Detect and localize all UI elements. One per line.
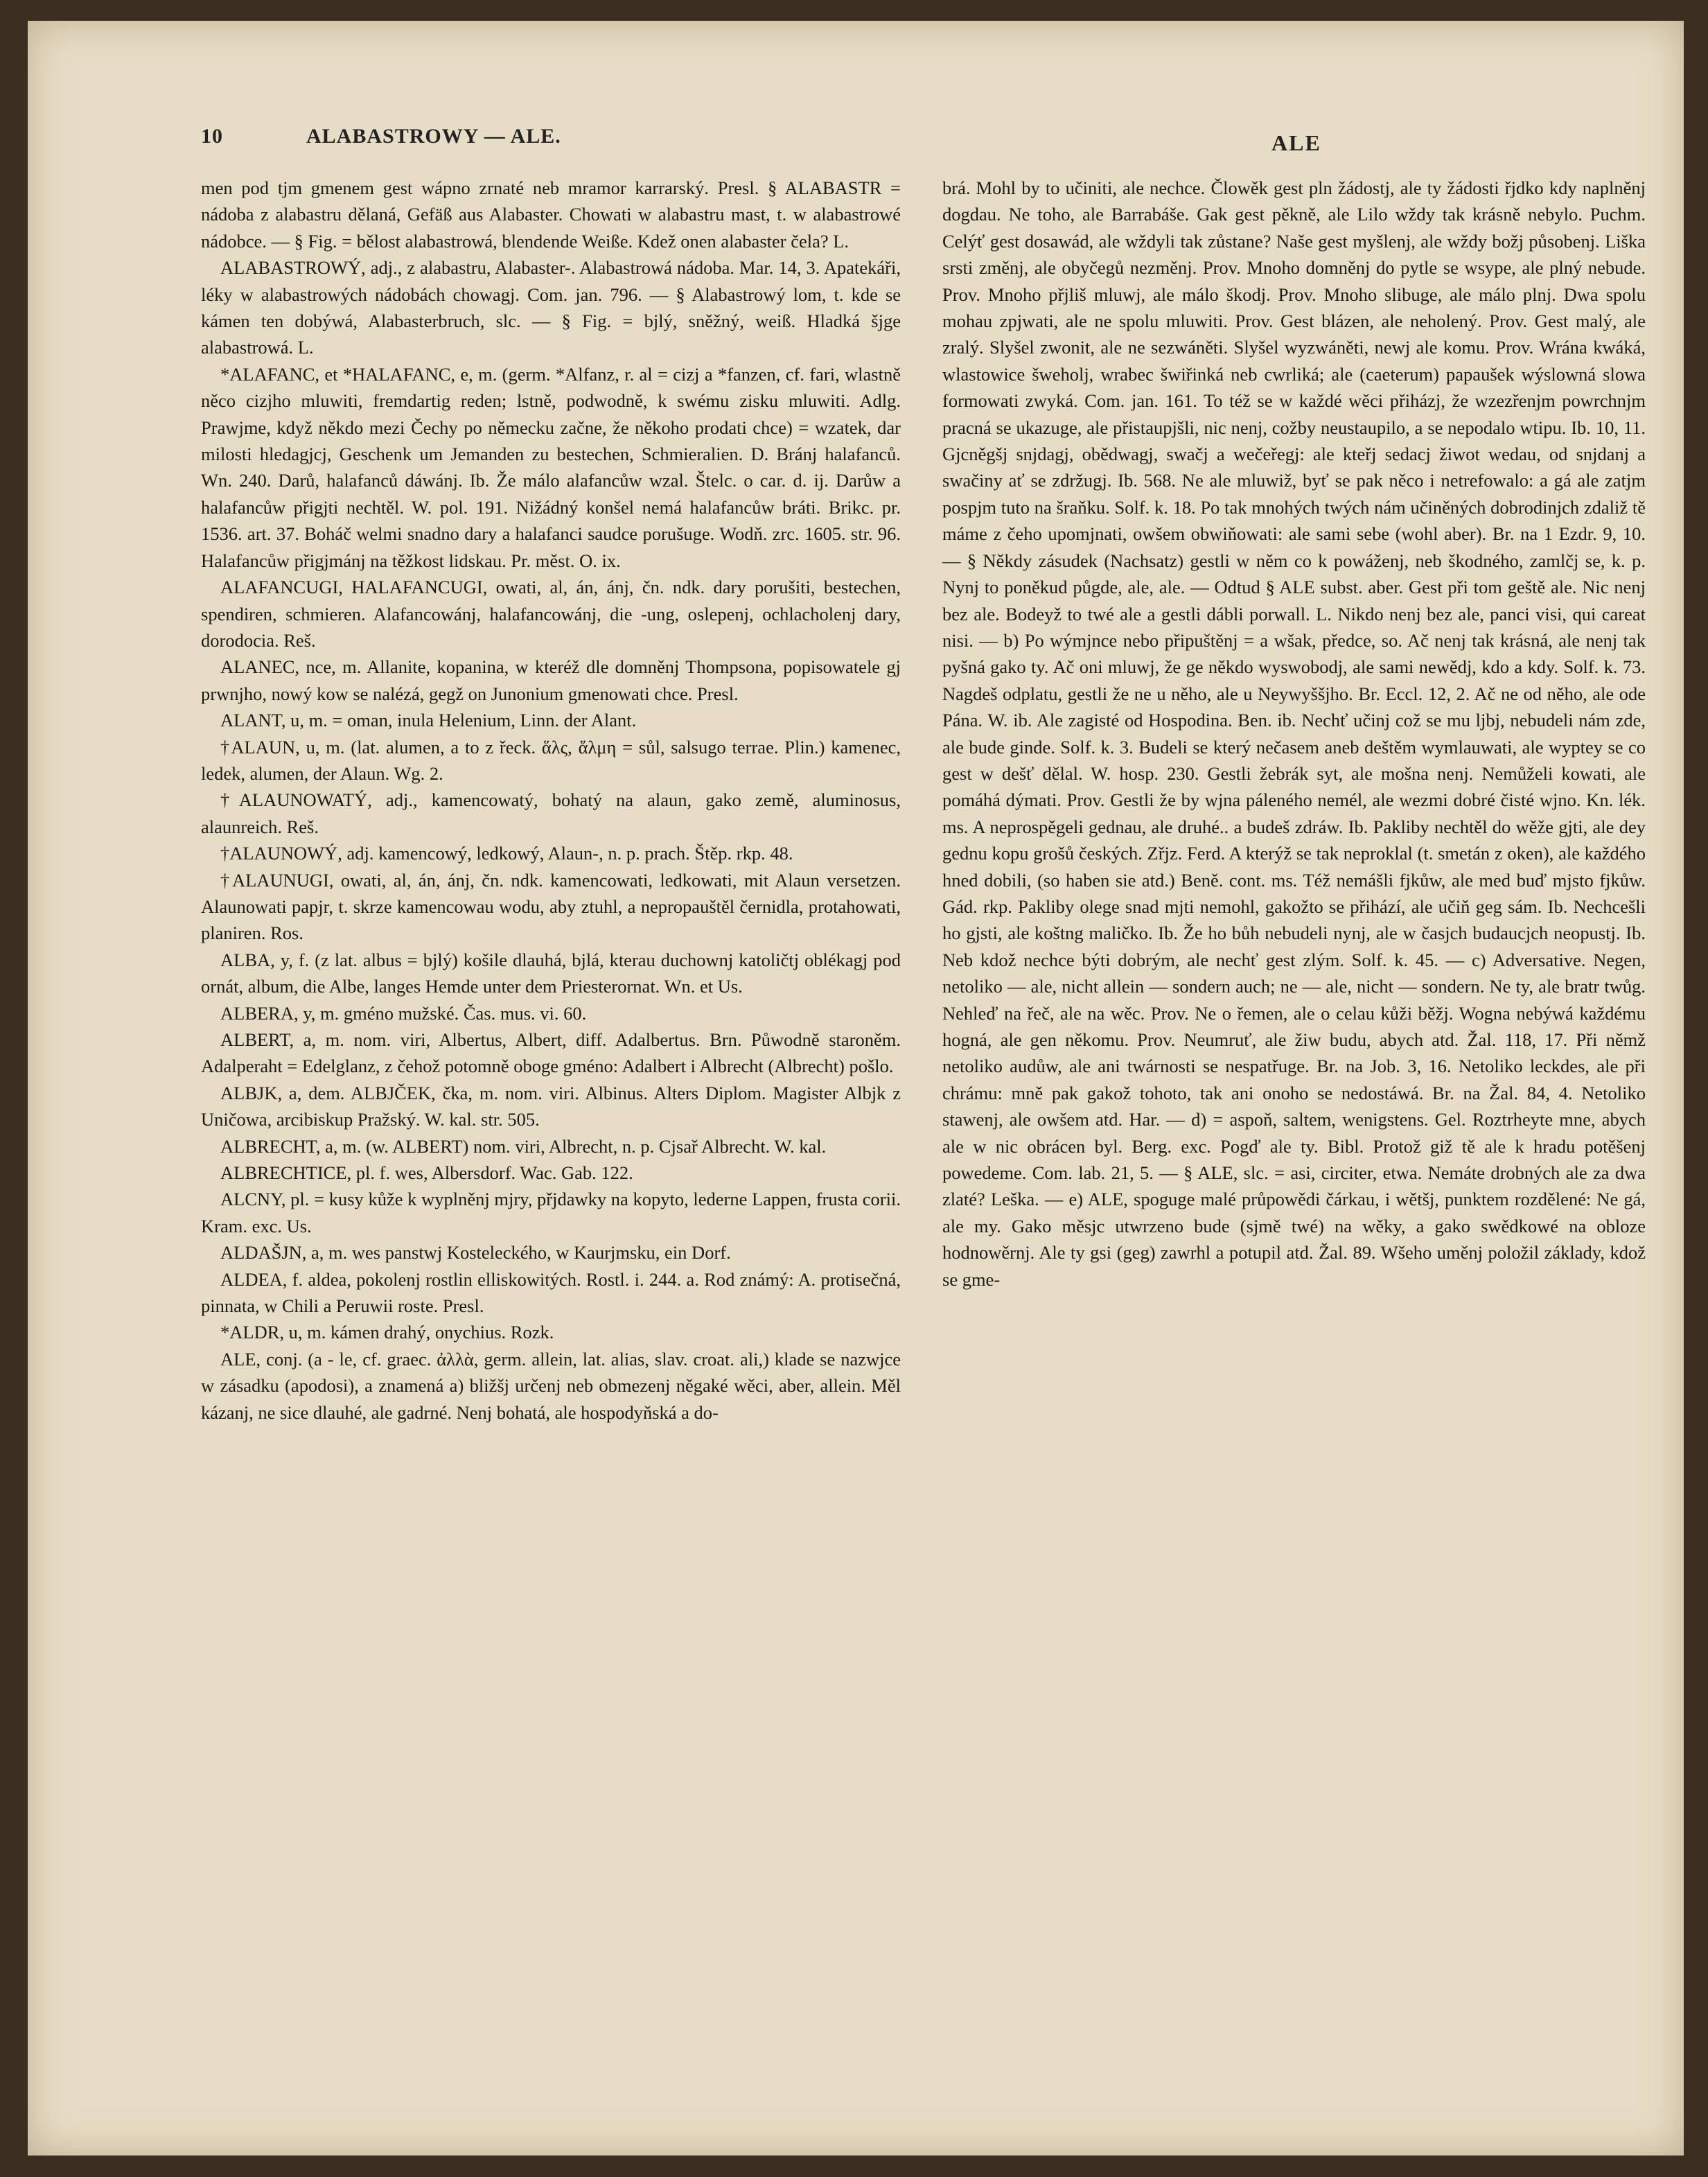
entry-alaunowaty: †ALAUNOWATÝ, adj., kamencowatý, bohatý na alaun, gako země, aluminosus, alaunreich. Reš. — [201, 789, 901, 837]
entry-alba: ALBA, y, f. (z lat. albus = bjlý) košile dlauhá, bjlá, kterau duchownj katoličtj oblékagj pod ornát, album, die Albe, langes Hemde unter dem Priesterornat. Wn. et Us. — [201, 949, 901, 997]
entry-alaun: †ALAUN, u, m. (lat. alumen, a to z řeck. ἅλς, ἅλμη = sůl, salsugo terrae. Plin.) kamenec, ledek, alumen, der Alaun. Wg. 2. — [201, 736, 901, 784]
entry-albjk: ALBJK, a, dem. ALBJČEK, čka, m. nom. viri. Albinus. Alters Diplom. Magister Albjk z Uničowa, arcibiskup Pražský. W. kal. str. 505. — [201, 1082, 901, 1130]
entry-albrechtice: ALBRECHTICE, pl. f. wes, Albersdorf. Wac. Gab. 122. — [220, 1162, 633, 1184]
dictionary-page — [28, 21, 1684, 2156]
entry-albrecht: ALBRECHT, a, m. (w. ALBERT) nom. viri, Albrecht, n. p. Cjsař Albrecht. W. kal. — [220, 1135, 827, 1157]
entry-alcny: ALCNY, pl. = kusy kůže k wyplněnj mjry, přjdawky na kopyto, lederne Lappen, frusta corii. Kram. exc. Us. — [201, 1189, 901, 1236]
entry-continuation: men pod tjm gmenem gest wápno zrnaté neb mramor karrarský. Presl. § ALABASTR = nádoba z alabastru dělaná, Gefäß aus Alabaster. Chowati w alabastru mast, t. w alabastrowé nádobce. — § Fig. = bělost alabastrowá, blendende Weiße. Kdež onen alabaster čela? L. — [201, 177, 901, 252]
entry-ale-continuation: brá. Mohl by to učiniti, ale nechce. Člowěk gest pln žádostj, ale ty žádosti řjdko kdy naplněnj dogdau. Ne toho, ale Barrabáše. Gak gest pěkně, ale Lilo wždy tak krásně nebylo. Puchm. Celýť gest dosawád, ale wždyli tak zůstane? Naše gest myšlenj, ale wždy božj působenj. Liška srsti změnj, ale obyčegů nezměnj. Prov. Mnoho domněnj do pytle se wsype, ale plný nebude. Prov. Mnoho přjliš mluwj, ale málo škodj. Prov. Mnoho slibuge, ale málo plnj. Dwa spolu mohau zpjwati, ale ne spolu mluwiti. Prov. Gest blázen, ale neholený. Prov. Gest malý, ale zralý. Slyšel zwonit, ale ne sezwáněti. Slyšel wyzwáněti, newj ale komu. Prov. Wrána kwáká, wlastowice šweholj, wrabec šwiřinká neb cwrliká; ale (caeterum) papaušek wýslowná slowa formowati zwyká. Com. jan. 161. To též se w každé wěci přiházj, že wzezřenjm powrchnjm pracná se ukazuge, ale přistaupjšli, nic nenj, cožby neustaupilo, a se nepodalo wtipu. Ib. 10, 11. Gjcněgšj snjdagj, obědwagj, swačj a wečeřegj: ale kteřj sedacj žiwot wedau, od snjdanj a swačiny ať se zdržugj. Ib. 568. Ne ale mluwiž, byť se pak něco i netrefowalo: a gá ale zatjm pospjm tuto na šraňku. Solf. k. 18. Po tak mnohých twých nám učiněných dobrodinjch zdaliž tě máme z čeho upomjnati, owšem obwiňowati: ale sami sebe (wohl aber). Br. na 1 Ezdr. 9, 10. — § Někdy zásudek (Nachsatz) gestli w něm co k powáženj, neb škodného, zamlčj se, k. p. Nynj to poněkud půgde, ale, ale. — Odtud § ALE subst. aber. Gest při tom geště ale. Nic nenj bez ale. Bodeyž to twé ale a gestli dábli porwall. L. Nikdo nenj bez ale, panci visi, qui careat nisi. — b) Po wýmjnce nebo připuštěnj = a wšak, předce, so. Ač nenj tak krásná, ale nenj tak pyšná gako ty. Ač oni mluwj, že ge někdo wyswobodj, ale sami newědj, kdo a kdy. Solf. k. 73. Nagdeš odplatu, gestli že ne u něho, ale u Neywyššjho. Br. Eccl. 12, 2. Ač ne od něho, ale ode Pána. W. ib. Ale zagisté od Hospodina. Ben. ib. Nechť učinj což se mu ljbj, nebudeli nám zde, ale bude ginde. Solf. k. 3. Budeli se který nečasem aneb deštěm wymlauwati, ale wyptey se co gest w dešť dělal. W. hosp. 230. Gestli žebrák syt, ale mošna nenj. Nemůželi kowati, ale pomáhá dýmati. Prov. Gestli že by wjna páleného nemél, ale wezmi dobré čisté wjno. Kn. lék. ms. A neprospěgeli gednau, ale druhé.. a budeš zdráw. Ib. Pakliby nechtěl do wěže gjti, ale dey gednu kopu grošů českých. Zřjz. Ferd. A kterýž se tak neproklal (t. smetán z oken), ale každého hned dobili, (so haben sie atd.) Beně. cont. ms. Též nemášli fjkůw, ale med buď mjsto fjkůw. Gád. rkp. Pakliby olege snad mjti nemohl, gakožto se přihází, ale učiň geg sám. Ib. Nechcešli ho gjsti, ale koštng maličko. Ib. Že ho bůh nebudeli nynj, ale w časjch budaucjch neopustj. Ib. Neb kdož nechce býti dobrým, ale nechť gest zlým. Solf. k. 45. — c) Adversative. Negen, netoliko — ale, nicht allein — sondern auch; ne — ale, nicht — sondern. Ne ty, ale bratr twůg. Nehleď na řeč, ale na wěc. Prov. Ne o řemen, ale o celau kůži běžj. Wogna nebýwá každému hogná, ale gen někomu. Prov. Neumruť, ale žiw budu, abych atd. Žal. 118, 17. Při němž netoliko audůw, ale ani twárnosti se nespatřuge. Br. na Job. 3, 16. Netoliko leckdes, ale při chrámu: mně pak gakož tohoto, tak ani onoho se nedostáwá. Br. na Žal. 84, 4. Netoliko stawenj, ale owšem atd. Har. — d) = aspoň, saltem, wenigstens. Gel. Roztrheyte mne, abych ale w nic obrácen byl. Berg. exc. Pogď ale ty. Bibl. Protož giž tě ale k hradu potěšenj powedeme. Com. lab. 21, 5. — § ALE, slc. = asi, circiter, etwa. Nemáte drobných ale za dwa zlaté? Leška. — e) ALE, spoguge malé průpowědi čárkau, i wětšj, punktem rozdělené: Ne gá, ale my. Gako měsjc utwrzeno bude (sjmě twé) na wěky, a gako swědkowé na obloze hodnowěrnj. Ale ty gsi (geg) zawrhl a potupil atd. Žal. 89. Wšeho uměnj položil základy, kdož se gme- — [942, 177, 1646, 1290]
left-column — [201, 175, 901, 1426]
page-number: 10 — [201, 125, 223, 148]
entry-alant: ALANT, u, m. = oman, inula Helenium, Linn. der Alant. — [220, 710, 637, 731]
entry-alanec: ALANEC, nce, m. Allanite, kopanina, w kteréž dle domněnj Thompsona, popisowatele gj prwnjho, nowý kow se nalézá, gegž on Junonium gmenowati chce. Presl. — [201, 656, 901, 704]
entry-alaunowy: †ALAUNOWÝ, adj. kamencowý, ledkowý, Alaun-, n. p. prach. Štěp. rkp. 48. — [220, 843, 793, 864]
entry-alafanc: *ALAFANC, et *HALAFANC, e, m. (germ. *Alfanz, r. al = cizj a *fanzen, cf. fari, wlastně něco cizjho mluwiti, fremdartig reden; lstně, podwodně, k swému zisku mluwiti. Adlg. Prawjme, když někdo mezi Čechy po německu začne, že někoho prodati chce) = wzatek, dar milosti hledagjcj, Geschenk um Jemanden zu bestechen, Schmieralien. D. Bránj halafanců. Wn. 240. Darů, halafanců dáwánj. Ib. Že málo alafancůw wzal. Štelc. o car. d. ij. Darůw a halafancůw přigjti nechtěl. W. pol. 191. Nižádný konšel nemá halafancůw bráti. Brikc. pr. 1536. art. 37. Boháč welmi snadno dary a halafanci saudce porušuge. Wodň. zrc. 1605. str. 96. Halafancůw přigjmánj na těžkost lidskau. Pr. měst. O. ix. — [201, 363, 901, 571]
entry-alaunugi: †ALAUNUGI, owati, al, án, ánj, čn. ndk. kamencowati, ledkowati, mit Alaun versetzen. Alaunowati papjr, t. skrze kamencowau wodu, aby ztuhl, a nepropauštěl černidla, protahowati, planiren. Ros. — [201, 869, 901, 944]
entry-alabastrowy: ALABASTROWÝ, adj., z alabastru, Alabaster-. Alabastrowá nádoba. Mar. 14, 3. Apatekáři, léky w alabastrowých nádobách chowagj. Com. jan. 796. — § Alabastrowý lom, t. kde se kámen ten dobýwá, Alabasterbruch, slc. — § Fig. = bjlý, sněžný, weiß. Hladká šjge alabastrowá. L. — [201, 257, 901, 358]
right-column — [942, 175, 1646, 1293]
entry-aldea: ALDEA, f. aldea, pokolenj rostlin elliskowitých. Rostl. i. 244. a. Rod známý: A. protisečná, pinnata, w Chili a Peruwii roste. Presl. — [201, 1268, 901, 1317]
entry-aldr: *ALDR, u, m. kámen drahý, onychius. Rozk. — [220, 1322, 554, 1343]
running-head-left — [201, 125, 561, 148]
entry-ale: ALE, conj. (a - le, cf. graec. ἀλλὰ, germ. allein, lat. alias, slav. croat. ali,) klade se nazwjce w zásadku (apodosi), a znamená a) bližšj určenj neb obmezenj něgaké wěci, aber, allein. Měl kázanj, ne sice dlauhé, ale gadrné. Nenj bohatá, ale hospodyňská a do- — [201, 1348, 901, 1423]
entry-albera: ALBERA, y, m. gméno mužské. Čas. mus. vi. 60. — [220, 1002, 587, 1024]
running-head-right: ALE — [1271, 130, 1321, 155]
entry-aldasjn: ALDAŠJN, a, m. wes panstwj Kosteleckého, w Kaurjmsku, ein Dorf. — [220, 1242, 731, 1264]
entry-albert: ALBERT, a, m. nom. viri, Albertus, Albert, diff. Adalbertus. Brn. Půwodně staroněm. Adalperaht = Edelglanz, z čehož potomně oboge gméno: Adalbert i Albrecht (Albrecht) pošlo. — [201, 1029, 901, 1077]
running-title: ALABASTROWY — ALE. — [306, 125, 561, 148]
entry-alafancugi: ALAFANCUGI, HALAFANCUGI, owati, al, án, ánj, čn. ndk. dary porušiti, bestechen, spendiren, schmieren. Alafancowánj, halafancowánj, die -ung, oslepenj, ochlacholenj dary, dorodocia. Reš. — [201, 577, 901, 651]
